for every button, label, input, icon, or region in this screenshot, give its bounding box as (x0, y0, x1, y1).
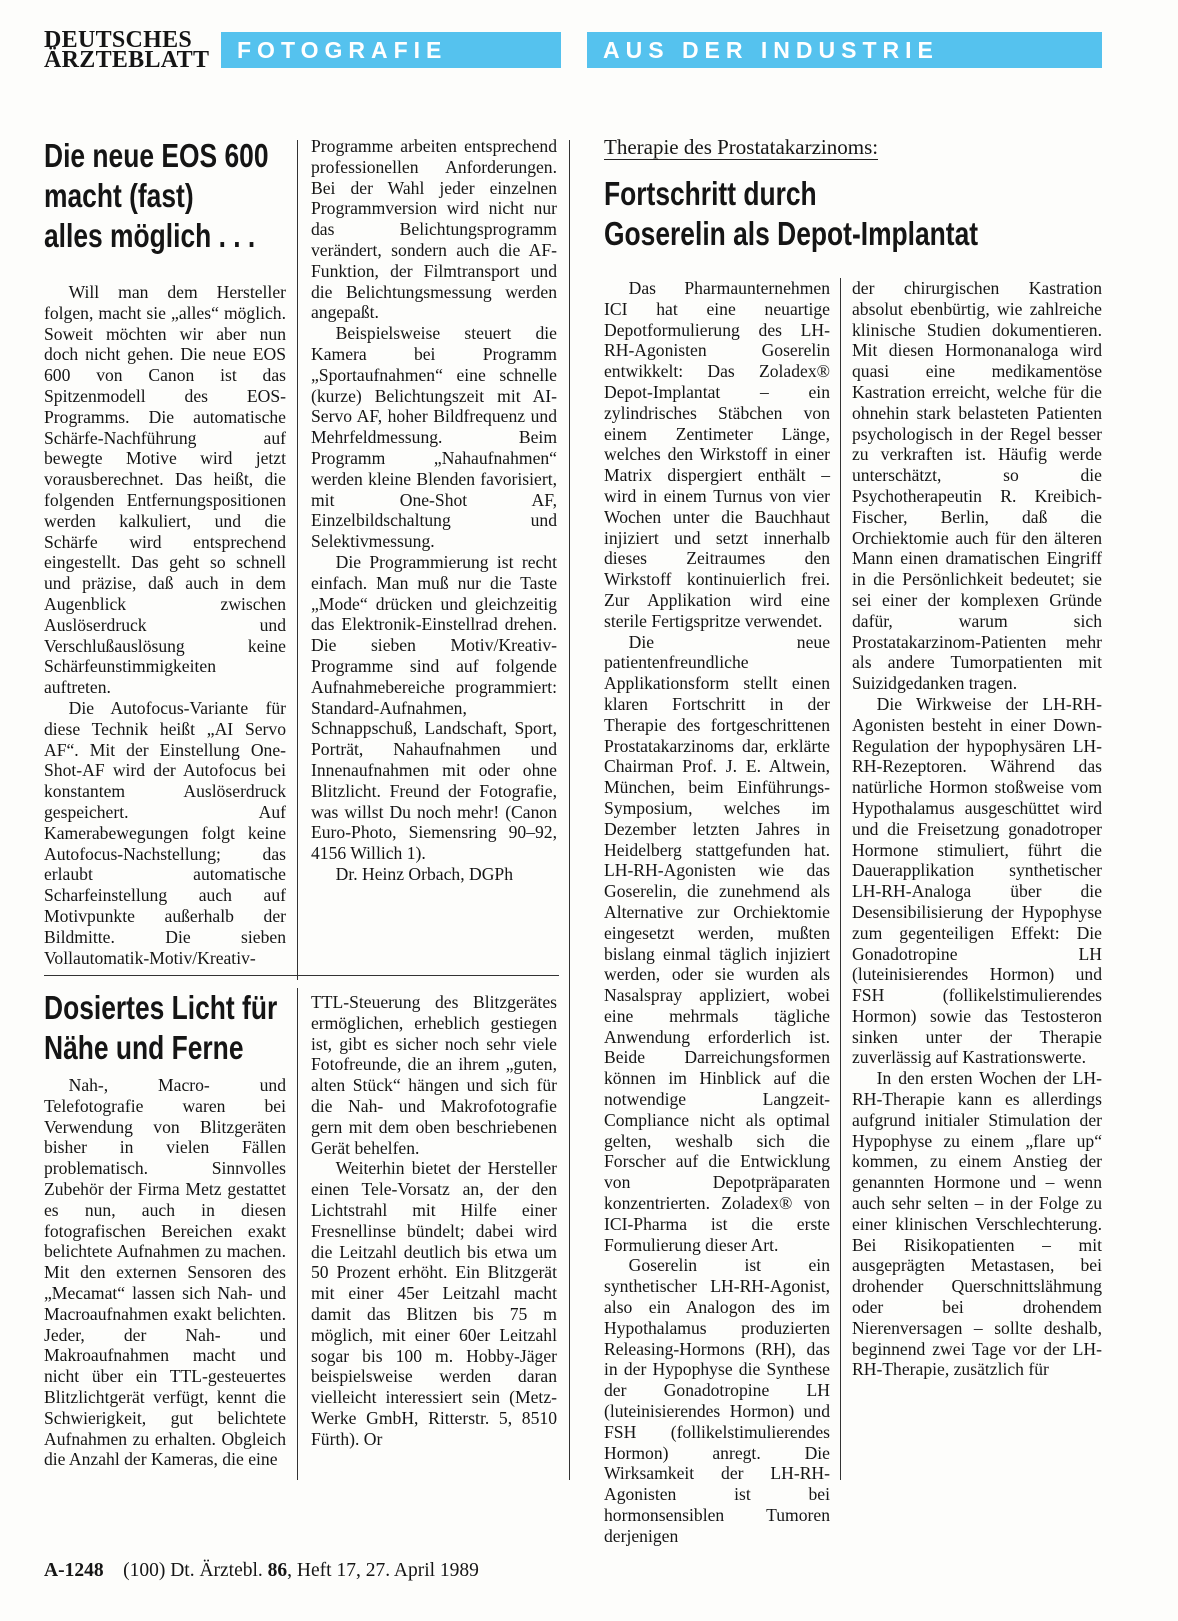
article3-headline-line1: Fortschritt durch (604, 175, 817, 212)
article1-headline-line1: Die neue EOS 600 (44, 137, 269, 174)
article1-headline-line3: alles möglich . . . (44, 217, 256, 254)
article1-headline-line2: macht (fast) (44, 177, 194, 214)
page-footer (44, 1560, 479, 1582)
article2-column-1 (44, 1075, 286, 1470)
footer-citation-pre: (100) Dt. Ärztebl. (123, 1560, 263, 1581)
article3-paragraph: Die neue patientenfreundliche Applikationsform stellt einen klaren Fortschritt in der Therapie des fortgeschrittenen Prostatakarzinoms dar, erklärte Chairman Prof. J. E. Altwein, München, beim Einführungs-Symposium, welches im Dezember letzten Jahres in Heidelberg stattgefunden hat. LH-RH-Agonisten wie das Goserelin, die zunehmend als Alternative zur Orchiektomie eingesetzt werden, mußten bislang einmal täglich injiziert werden, oder sie wurden als Nasalspray appliziert, wobei eine mehrmals tägliche Anwendung erforderlich ist. Beide Darreichungsformen können im Hinblick auf die notwendige Langzeit-Compliance nicht als optimal gelten, weshalb sich die Forscher auf die Entwicklung von Depotpräparaten konzentrierten. Zoladex® von ICI-Pharma ist die erste Formulierung dieser Art. (604, 631, 830, 1255)
article2-paragraph: TTL-Steuerung des Blitzgerätes ermöglichen, erheblich gestiegen ist, gibt es sicher noch sehr viele Fotofreunde, die an ihrem „guten, alten Stück“ hängen und sich für die Nah- und Makrofotografie gern mit dem oben beschriebenen Gerät behelfen. (311, 992, 557, 1158)
article1-paragraph: Will man dem Hersteller folgen, macht sie „alles“ möglich. Soweit möchten wir aber nun doch nicht gehen. Die neue EOS 600 von Canon ist das Spitzenmodell des EOS-Programms. Die automatische Schärfe-Nachführung auf bewegte Motive wird jetzt vorausberechnet. Das heißt, die folgenden Entfernungspositionen werden kalkuliert, und die Schärfe wird entsprechend eingestellt. Das geht so schnell und präzise, daß auch in dem Augenblick zwischen Auslöserdruck und Verschlußauslösung keine Schärfeunstimmigkeiten auftreten. (44, 282, 286, 698)
article3-column-1 (604, 278, 830, 1547)
article1-paragraph: Beispielsweise steuert die Kamera bei Programm „Sportaufnahmen“ eine schnelle (kurze) Belichtungszeit mit AI-Servo AF, hoher Bildfrequenz und Mehrfeldmessung. Beim Programm „Nahaufnahmen“ werden kleine Blenden favorisiert, mit One-Shot AF, Einzelbildschaltung und Selektivmessung. (311, 323, 557, 552)
section-banner-fotografie: FOTOGRAFIE (221, 32, 561, 68)
article1-paragraph: Die Programmierung ist recht einfach. Man muß nur die Taste „Mode“ drücken und gleichzeitig das Elektronik-Einstellrad drehen. Die sieben Motiv/Kreativ-Programme sind auf folgende Aufnahmebereiche programmiert: Standard-Aufnahmen, Schnappschuß, Landschaft, Sport, Porträt, Nahaufnahmen und Innenaufnahmen mit oder ohne Blitzlicht. Freund der Fotografie, was willst Du noch mehr! (Canon Euro-Photo, Siemensring 90–92, 4156 Willich 1). (311, 551, 557, 864)
article3-headline-line2: Goserelin als Depot-Implantat (604, 215, 979, 252)
masthead-line-2: ÄRZTEBLATT (44, 47, 210, 73)
article1-author: Dr. Heinz Orbach, DGPh (335, 863, 513, 884)
column-rule-3 (840, 278, 841, 1480)
page-number: A-1248 (44, 1560, 104, 1581)
column-rule-1b (297, 988, 298, 1480)
article1-column-1 (44, 282, 286, 968)
article1-column-2 (311, 136, 557, 885)
column-rule-2 (569, 140, 570, 1480)
article-separator (44, 975, 559, 976)
article2-headline (44, 988, 277, 1068)
footer-citation-post: , Heft 17, 27. April 1989 (287, 1560, 479, 1581)
article3-paragraph: Die Wirkweise der LH-RH-Agonisten besteht in einer Down-Regulation der hypophysären LH-RH-Rezeptoren. Während das natürliche Hormon stoßweise vom Hypothalamus ausgeschüttet wird und die Freisetzung gonadotroper Hormone stimuliert, führt die Dauerapplikation synthetischer LH-RH-Analoga über die Desensibilisierung der Hypophyse zum gegenteiligen Effekt: Die Gonadotropine LH (luteinisierendes Hormon) und FSH (follikelstimulierendes Hormon) sowie das Testosteron sinken unter der Therapie zuverlässig auf Kastrationswerte. (852, 693, 1102, 1068)
journal-masthead (44, 27, 210, 73)
section-banner-industrie: AUS DER INDUSTRIE (587, 32, 1102, 68)
article3-headline (604, 174, 978, 254)
article2-headline-line2: Nähe und Ferne (44, 1029, 244, 1066)
article3-paragraph: Das Pharmaunternehmen ICI hat eine neuartige Depotformulierung des LH-RH-Agonisten Goserelin entwikkelt: Das Zoladex® Depot-Implantat – ein zylindrisches Stäbchen von einem Zentimeter Länge, welches den Wirkstoff in einer Matrix dispergiert enthält – wird in einem Turnus von vier Wochen unter die Bauchhaut injiziert und setzt innerhalb dieses Zeitraumes den Wirkstoff kontinuierlich frei. Zur Applikation wird eine sterile Fertigspritze verwendet. (604, 278, 830, 631)
article3-column-2 (852, 278, 1102, 1380)
article3-paragraph: Goserelin ist ein synthetischer LH-RH-Agonist, also ein Analogon des im Hypothalamus produzierten Releasing-Hormons (RH), das in der Hypophyse die Synthese der Gonadotropine LH (luteinisierendes Hormon) und FSH (follikelstimulierendes Hormon) anregt. Die Wirksamkeit der LH-RH-Agonisten ist bei hormonsensiblen Tumoren derjenigen (604, 1255, 830, 1546)
article2-column-2 (311, 992, 557, 1450)
article2-paragraph: Weiterhin bietet der Hersteller einen Tele-Vorsatz an, der den Lichtstrahl mit Hilfe einer Fresnellinse bündelt; dabei wird die Leitzahl deutlich bis etwa um 50 Prozent erhöht. Ein Blitzgerät mit einer 45er Leitzahl macht damit das Blitzen bis 75 m möglich, mit einer 60er Leitzahl sogar bis 100 m. Hobby-Jäger beispielsweise werden daran vielleicht interessiert sein (Metz-Werke GmbH, Ritterstr. 5, 8510 Fürth). Or (311, 1158, 557, 1449)
article3-paragraph: der chirurgischen Kastration absolut ebenbürtig, wie zahlreiche klinische Studien dokumentieren. Mit diesen Hormonanaloga wird quasi eine medikamentöse Kastration erreicht, welche für die ohnehin stark belasteten Patienten psychologisch in der Regel besser zu verkraften ist. Häufig werde unterschätzt, so die Psychotherapeutin R. Kreibich-Fischer, Berlin, daß die Orchiektomie auch für den älteren Mann einen dramatischen Eingriff in die Persönlichkeit bedeutet; sie sei einer der komplexen Gründe dafür, warum sich Prostatakarzinom-Patienten mehr als andere Tumorpatienten mit Suizidgedanken tragen. (852, 278, 1102, 694)
article1-headline (44, 136, 269, 256)
column-rule-1 (297, 140, 298, 980)
article2-headline-line1: Dosiertes Licht für (44, 989, 278, 1026)
article3-kicker: Therapie des Prostatakarzinoms: (604, 135, 879, 159)
article1-paragraph: Die Autofocus-Variante für diese Technik heißt „AI Servo AF“. Mit der Einstellung One-Shot-AF wird der Autofocus bei konstantem Auslöserdruck gespeichert. Auf Kamerabewegungen folgt keine Autofocus-Nachstellung; das erlaubt automatische Scharfeinstellung auch auf Motivpunkte außerhalb der Bildmitte. Die sieben Vollautomatik-Motiv/Kreativ- (44, 697, 286, 968)
article1-paragraph: Programme arbeiten entsprechend professionellen Anforderungen. Bei der Wahl jeder einzelnen Programmversion wird nicht nur das Belichtungsprogramm verändert, sondern auch die AF-Funktion, der Filmtransport und die Belichtungsmessung werden angepaßt. (311, 136, 557, 323)
masthead-line-1: DEUTSCHES (44, 27, 193, 53)
footer-volume: 86 (267, 1560, 288, 1581)
article3-paragraph: In den ersten Wochen der LH-RH-Therapie kann es allerdings aufgrund initialer Stimulation der Hypophyse zu einem „flare up“ kommen, zu einem Anstieg der genannten Hormone und – wenn auch sehr selten – in der Folge zu einer klinischen Verschlechterung. Bei Risikopatienten – mit ausgeprägten Metastasen, bei drohender Querschnittslähmung oder bei drohendem Nierenversagen – sollte deshalb, beginnend zwei Tage vor der LH-RH-Therapie, zusätzlich für (852, 1068, 1102, 1380)
article2-paragraph: Nah-, Macro- und Telefotografie waren bei Verwendung von Blitzgeräten bisher in vielen Fällen problematisch. Sinnvolles Zubehör der Firma Metz gestattet es nun, auch in diesen fotografischen Bereichen exakt belichtete Aufnahmen zu machen. Mit den externen Sensoren des „Mecamat“ lassen sich Nah- und Macroaufnahmen exakt belichten. Jeder, der Nah- und Makroaufnahmen macht und nicht über ein TTL-gesteuertes Blitzlichtgerät verfügt, kennt die Schwierigkeit, gut belichtete Aufnahmen zu erhalten. Obgleich die Anzahl der Kameras, die eine (44, 1075, 286, 1470)
